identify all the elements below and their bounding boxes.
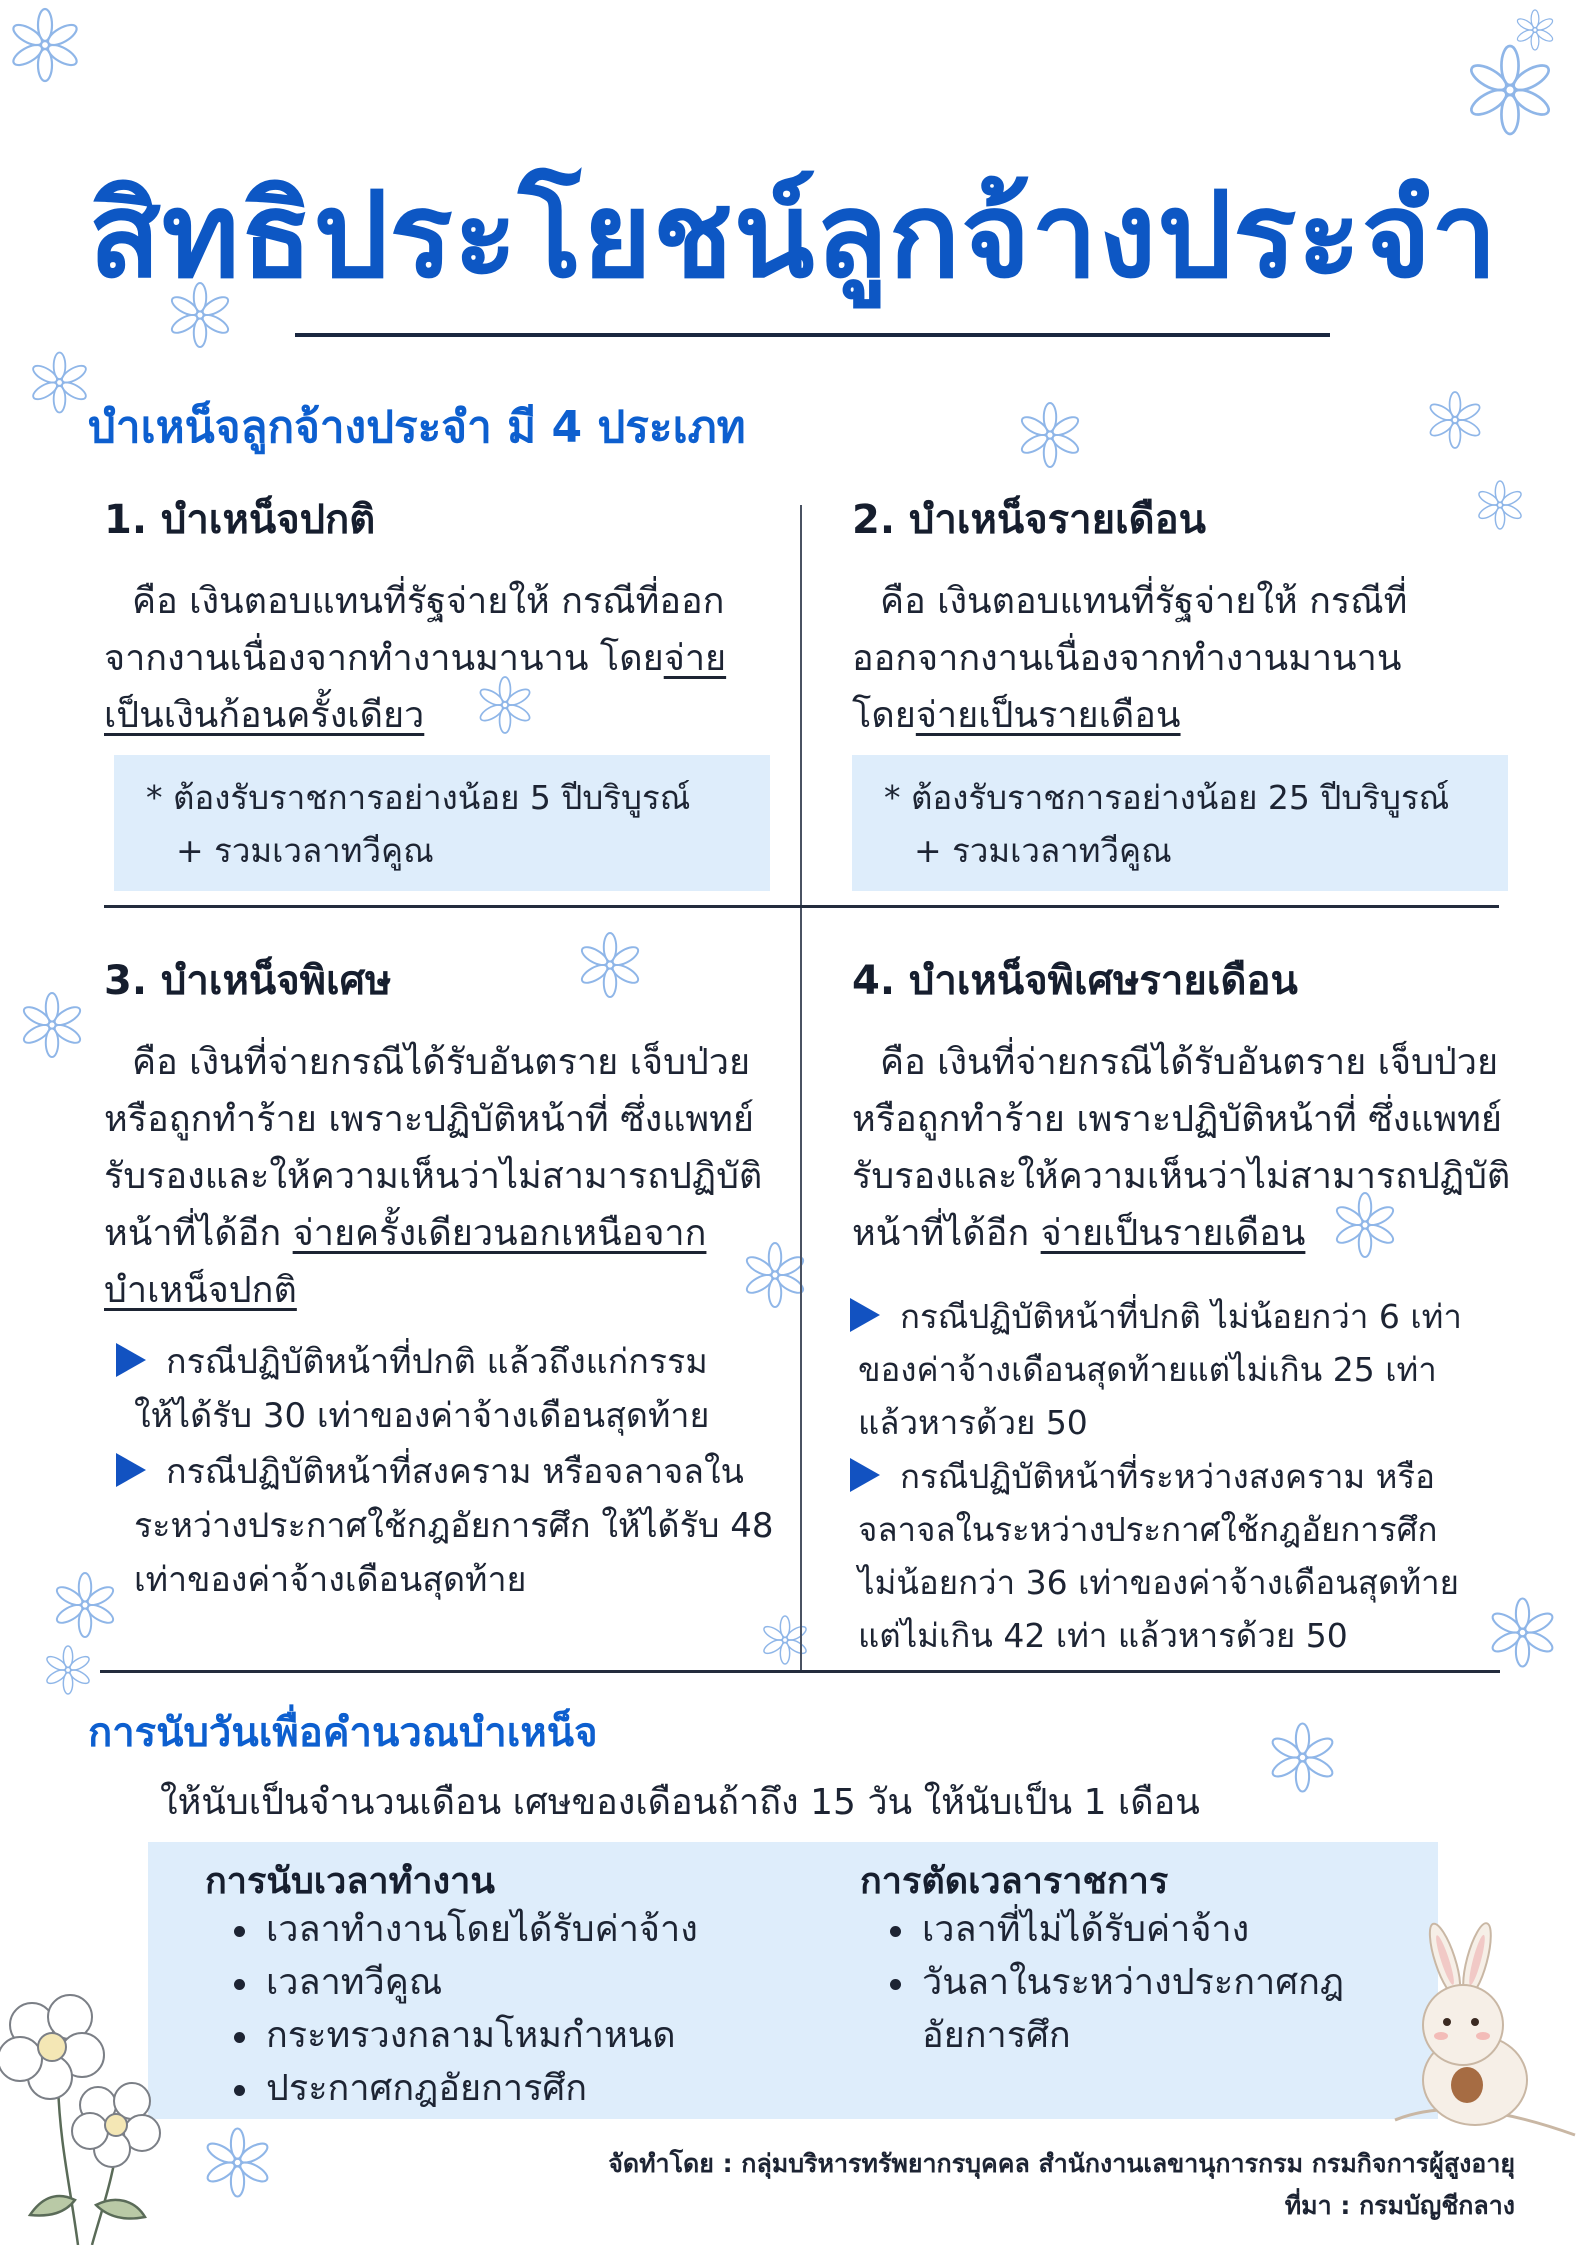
snowflake-icon xyxy=(1260,1715,1345,1800)
page-title: สิทธิประโยชน์ลูกจ้างประจำ xyxy=(88,166,1499,304)
bunny-illustration xyxy=(1385,1920,1585,2150)
type-requirement-note: * ต้องรับราชการอย่างน้อย 25 ปีบริบูรณ์ + รวมเวลาทวีคูณ xyxy=(852,755,1508,891)
type-heading: 1. บำเหน็จปกติ xyxy=(104,497,376,543)
arrow-right-icon xyxy=(116,1453,146,1487)
arrow-right-icon xyxy=(116,1343,146,1377)
snowflake-icon xyxy=(195,2120,280,2205)
type-requirement-note: * ต้องรับราชการอย่างน้อย 5 ปีบริบูรณ์ + รวมเวลาทวีคูณ xyxy=(114,755,770,891)
snowflake-icon xyxy=(38,1640,98,1700)
grid-horizontal-divider xyxy=(104,905,1499,908)
pension-type-special-monthly xyxy=(852,948,1542,1262)
snowflake-icon xyxy=(1480,1590,1565,1675)
pension-type-regular xyxy=(104,487,784,744)
deduct-time-list xyxy=(884,1903,1344,2062)
snowflake-icon xyxy=(22,345,97,420)
type-description: คือ เงินตอบแทนที่รัฐจ่ายให้ กรณีที่ออก จากงานเนื่องจากทำงานมานาน โดยจ่าย เป็นเงินก้อนครั้งเดียว xyxy=(104,581,727,736)
special-case-bullet: กรณีปฏิบัติหน้าที่ปกติ ไม่น้อยกว่า 6 เท่า ของค่าจ้างเดือนสุดท้ายแต่ไม่เกิน 25 เท่า แล้วหารด้วย 50 xyxy=(850,1290,1462,1449)
arrow-right-icon xyxy=(850,1458,880,1492)
section-title: บำเหน็จลูกจ้างประจำ มี 4 ประเภท xyxy=(88,402,746,453)
special-case-bullet: กรณีปฏิบัติหน้าที่ปกติ แล้วถึงแก่กรรม ให้ได้รับ 30 เท่าของค่าจ้างเดือนสุดท้าย xyxy=(116,1335,709,1443)
type-description: คือ เงินตอบแทนที่รัฐจ่ายให้ กรณีที่ ออกจากงานเนื่องจากทำงานมานาน โดยจ่ายเป็นรายเดือน xyxy=(852,581,1408,736)
type-description: คือ เงินที่จ่ายกรณีได้รับอันตราย เจ็บป่วย หรือถูกทำร้าย เพราะปฏิบัติหน้าที่ ซึ่งแพทย์ รับรองและให้ความเห็นว่าไม่สามารถปฏิบัติ หน้าที่ได้อีก จ่ายเป็นรายเดือน xyxy=(852,1042,1511,1254)
list-item: วันลาในระหว่างประกาศกฎ อัยการศึก xyxy=(884,1956,1344,2062)
grid-bottom-divider xyxy=(100,1670,1500,1673)
special-case-bullet: กรณีปฏิบัติหน้าที่ระหว่างสงคราม หรือ จลาจลในระหว่างประกาศใช้กฎอัยการศึก ไม่น้อยกว่า 36 เท่าของค่าจ้างเดือนสุดท้าย แต่ไม่เกิน 42 เท่า แล้วหารด้วย 50 xyxy=(850,1450,1459,1662)
type-heading: 3. บำเหน็จพิเศษ xyxy=(104,958,392,1004)
type-heading: 2. บำเหน็จรายเดือน xyxy=(852,497,1207,543)
list-item: เวลาทวีคูณ xyxy=(228,1956,698,2009)
pension-type-monthly xyxy=(852,487,1532,744)
snowflake-icon xyxy=(0,0,90,90)
snowflake-icon xyxy=(45,1565,125,1645)
work-time-list xyxy=(228,1903,698,2115)
work-time-heading: การนับเวลาทำงาน xyxy=(205,1861,495,1902)
special-case-bullet: กรณีปฏิบัติหน้าที่สงคราม หรือจลาจลใน ระหว่างประกาศใช้กฎอัยการศึก ให้ได้รับ 48 เท่าของค่าจ้างเดือนสุดท้าย xyxy=(116,1445,774,1607)
source-line: ที่มา : กรมบัญชีกลาง xyxy=(1284,2191,1515,2220)
title-divider xyxy=(295,333,1330,337)
counting-rule: ให้นับเป็นจำนวนเดือน เศษของเดือนถ้าถึง 15 วัน ให้นับเป็น 1 เดือน xyxy=(160,1782,1200,1823)
list-item: เวลาทำงานโดยได้รับค่าจ้าง xyxy=(228,1903,698,1956)
snowflake-icon xyxy=(12,985,92,1065)
type-description: คือ เงินที่จ่ายกรณีได้รับอันตราย เจ็บป่วย หรือถูกทำร้าย เพราะปฏิบัติหน้าที่ ซึ่งแพทย์ รับรองและให้ความเห็นว่าไม่สามารถปฏิบัติ หน้าที่ได้อีก จ่ายครั้งเดียวนอกเหนือจาก บำเหน็จปกติ xyxy=(104,1042,763,1311)
grid-vertical-divider xyxy=(800,505,802,1673)
snowflake-icon xyxy=(1510,5,1560,55)
list-item: เวลาที่ไม่ได้รับค่าจ้าง xyxy=(884,1903,1344,1956)
counting-section-title: การนับวันเพื่อคำนวณบำเหน็จ xyxy=(88,1710,598,1756)
flower-illustration xyxy=(0,1985,175,2245)
deduct-time-heading: การตัดเวลาราชการ xyxy=(860,1861,1169,1902)
arrow-right-icon xyxy=(850,1298,880,1332)
pension-type-special xyxy=(104,948,794,1319)
list-item: กระทรวงกลามโหมกำหนด xyxy=(228,2009,698,2062)
snowflake-icon xyxy=(755,1610,815,1670)
list-item: ประกาศกฎอัยการศึก xyxy=(228,2062,698,2115)
type-heading: 4. บำเหน็จพิเศษรายเดือน xyxy=(852,958,1298,1004)
snowflake-icon xyxy=(1010,395,1090,475)
snowflake-icon xyxy=(1420,385,1490,455)
credit-line: จัดทำโดย : กลุ่มบริหารทรัพยากรบุคคล สำนักงานเลขานุการกรม กรมกิจการผู้สูงอายุ xyxy=(608,2149,1515,2178)
